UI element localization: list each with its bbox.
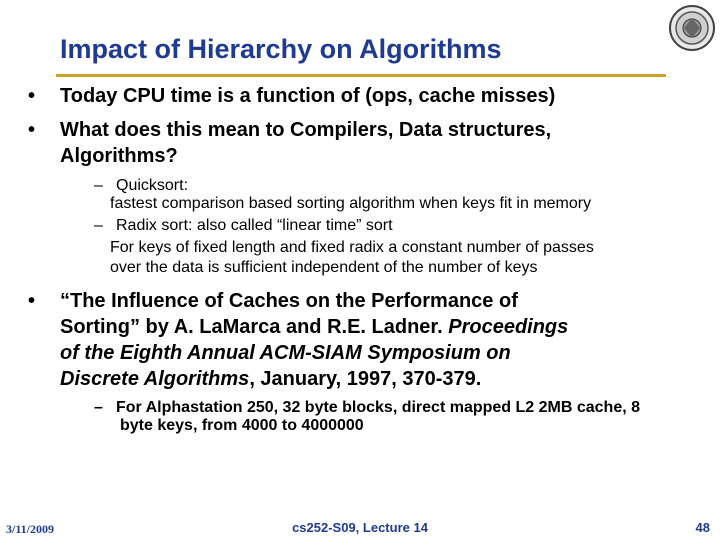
citation-date-pages: , January, 1997, 370-379. bbox=[249, 368, 482, 390]
university-seal-icon bbox=[668, 4, 716, 52]
bullet-text: “The Influence of Caches on the Performance of bbox=[60, 290, 518, 312]
bullet-marker: • bbox=[28, 85, 36, 107]
footer-course: cs252-S09, Lecture 14 bbox=[292, 520, 428, 535]
citation-venue-end: Discrete Algorithms bbox=[60, 368, 250, 390]
sub-bullet-text: For Alphastation 250, 32 byte blocks, direct mapped L2 2MB cache, 8 bbox=[116, 399, 641, 416]
title-divider bbox=[56, 74, 666, 77]
bullet-text: What does this mean to Compilers, Data structures, bbox=[60, 119, 552, 141]
sub-bullet-text: Radix sort: also called “linear time” sort bbox=[116, 217, 393, 234]
dash-marker: – bbox=[94, 177, 103, 194]
bullet-text: Today CPU time is a function of (ops, cache misses) bbox=[60, 85, 556, 107]
bullet-marker: • bbox=[28, 290, 36, 312]
citation-venue-cont: of the Eighth Annual ACM-SIAM Symposium on bbox=[60, 342, 511, 364]
slide-title: Impact of Hierarchy on Algorithms bbox=[60, 34, 502, 64]
bullet-text: Algorithms? bbox=[60, 145, 178, 167]
radix-desc-line1: For keys of fixed length and fixed radix a constant number of passes bbox=[110, 239, 594, 256]
citation-authors: Sorting” by A. LaMarca and R.E. Ladner. bbox=[60, 316, 449, 338]
footer-date: 3/11/2009 bbox=[6, 522, 55, 536]
sub-bullet-text: Quicksort: bbox=[116, 177, 189, 194]
dash-marker: – bbox=[94, 217, 103, 234]
alphastation-cont: byte keys, from 4000 to 4000000 bbox=[120, 417, 364, 434]
radix-desc-line2: over the data is sufficient independent of the number of keys bbox=[110, 259, 538, 276]
citation-venue: Proceedings bbox=[448, 316, 569, 338]
bullet-marker: • bbox=[28, 119, 36, 141]
page-number: 48 bbox=[695, 520, 710, 535]
quicksort-desc: fastest comparison based sorting algorithm when keys fit in memory bbox=[110, 195, 592, 212]
dash-marker: – bbox=[94, 399, 103, 416]
